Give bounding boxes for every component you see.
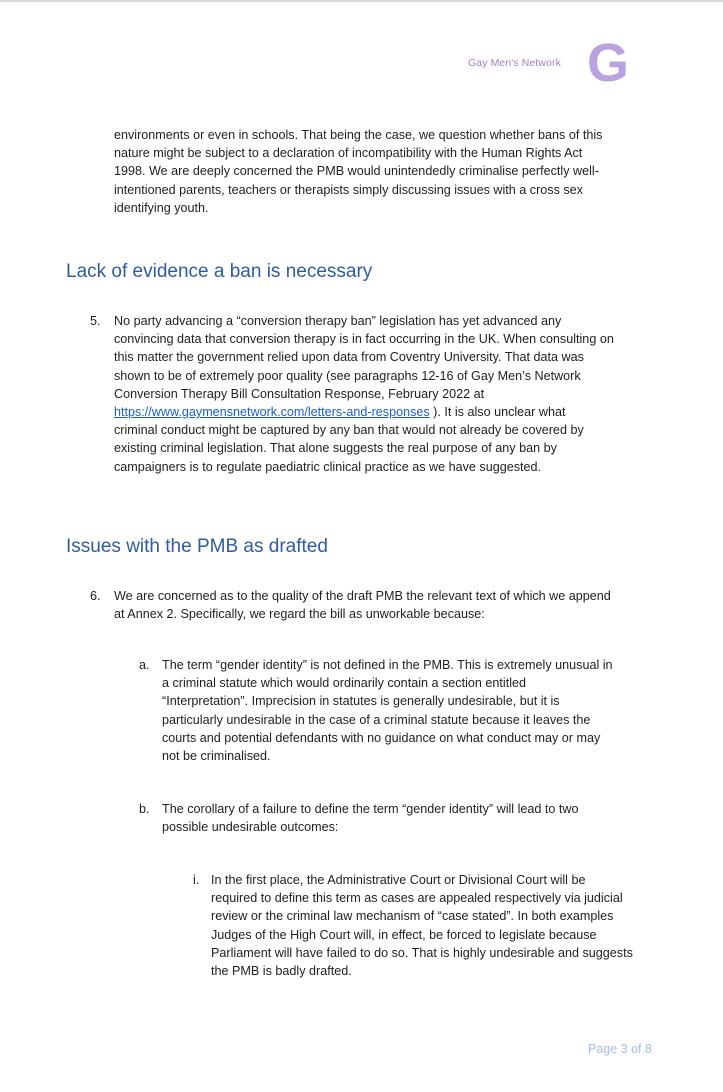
item-number: 6. bbox=[90, 589, 101, 603]
text-line: review or the criminal law mechanism of “case stated”. In both examples bbox=[211, 909, 614, 924]
text-line: environments or even in schools. That being the case, we question whether bans of this bbox=[114, 128, 603, 142]
text-line: possible undesirable outcomes: bbox=[162, 820, 339, 835]
gay-mens-network-logo bbox=[468, 33, 630, 93]
text-line: existing criminal legislation. That alone suggests the real purpose of any ban by bbox=[114, 441, 557, 456]
text-line: No party advancing a “conversion therapy ban” legislation has yet advanced any bbox=[114, 314, 562, 328]
text-line: the PMB is badly drafted. bbox=[211, 964, 352, 979]
sub-item-label-b: b. bbox=[139, 802, 150, 816]
text-line: particularly undesirable in the case of a criminal statute because it leaves the bbox=[162, 712, 591, 727]
section-heading-lack-of-evidence: Lack of evidence a ban is necessary bbox=[66, 261, 373, 282]
text-line: Judges of the High Court will, in effect, be forced to legislate because bbox=[211, 927, 597, 942]
text-line: Parliament will have failed to do so. That is highly undesirable and suggests bbox=[211, 945, 633, 960]
section-heading-issues-with-pmb: Issues with the PMB as drafted bbox=[66, 536, 328, 557]
page-top-border bbox=[0, 0, 723, 2]
item-5-paragraph bbox=[114, 312, 674, 476]
logo-text: Gay Men's Network bbox=[468, 57, 561, 69]
text-line: required to define this term as cases are appealed respectively via judicial bbox=[211, 891, 623, 906]
sub-item-b-paragraph bbox=[162, 800, 682, 836]
sub-item-label-i: i. bbox=[193, 873, 200, 887]
text-line: campaigners is to regulate paediatric clinical practice as we have suggested. bbox=[114, 459, 542, 474]
text-line: at Annex 2. Specifically, we regard the bill as unworkable because: bbox=[114, 607, 485, 622]
sub-item-i-paragraph bbox=[211, 871, 691, 980]
intro-paragraph bbox=[114, 126, 674, 217]
text-line-with-link bbox=[114, 403, 674, 421]
text-line: “Interpretation”. Imprecision in statutes is generally undesirable, but it is bbox=[162, 694, 560, 709]
text-line: In the first place, the Administrative Court or Divisional Court will be bbox=[211, 873, 586, 887]
sub-item-label-a: a. bbox=[139, 658, 150, 672]
text-line: a criminal statute which would ordinarily contain a section entitled bbox=[162, 676, 527, 691]
text-line: shown to be of extremely poor quality (see paragraphs 12-16 of Gay Men’s Network bbox=[114, 368, 581, 383]
logo-letter: G bbox=[587, 33, 630, 93]
item-6-paragraph bbox=[114, 587, 674, 623]
text-line: The corollary of a failure to define the term “gender identity” will lead to two bbox=[162, 802, 579, 816]
text-line: 1998. We are deeply concerned the PMB would unintendedly criminalise perfectly well- bbox=[114, 164, 599, 179]
text-line: Conversion Therapy Bill Consultation Response, February 2022 at bbox=[114, 386, 485, 401]
text-line: convincing data that conversion therapy is in fact occurring in the UK. When consulting on bbox=[114, 332, 614, 347]
item-number: 5. bbox=[90, 314, 101, 328]
text-line: criminal conduct might be captured by any ban that would not already be covered by bbox=[114, 423, 584, 438]
link-tail-text: ). It is also unclear what bbox=[429, 405, 566, 420]
text-line: nature might be subject to a declaration of incompatibility with the Human Rights Act bbox=[114, 146, 583, 161]
text-line: this matter the government relied upon data from Coventry University. That data was bbox=[114, 350, 584, 365]
sub-item-a-paragraph bbox=[162, 656, 682, 765]
text-line: The term “gender identity” is not defined in the PMB. This is extremely unusual in bbox=[162, 658, 613, 672]
text-line: We are concerned as to the quality of the draft PMB the relevant text of which we append bbox=[114, 589, 611, 603]
text-line: courts and potential defendants with no guidance on what conduct may or may bbox=[162, 730, 601, 745]
text-line: not be criminalised. bbox=[162, 749, 271, 764]
text-line: identifying youth. bbox=[114, 200, 209, 215]
letters-responses-link[interactable]: https://www.gaymensnetwork.com/letters-and-responses bbox=[114, 405, 430, 420]
text-line: intentioned parents, teachers or therapists simply discussing issues with a cross sex bbox=[114, 182, 583, 197]
page-number: Page 3 of 8 bbox=[588, 1042, 652, 1056]
